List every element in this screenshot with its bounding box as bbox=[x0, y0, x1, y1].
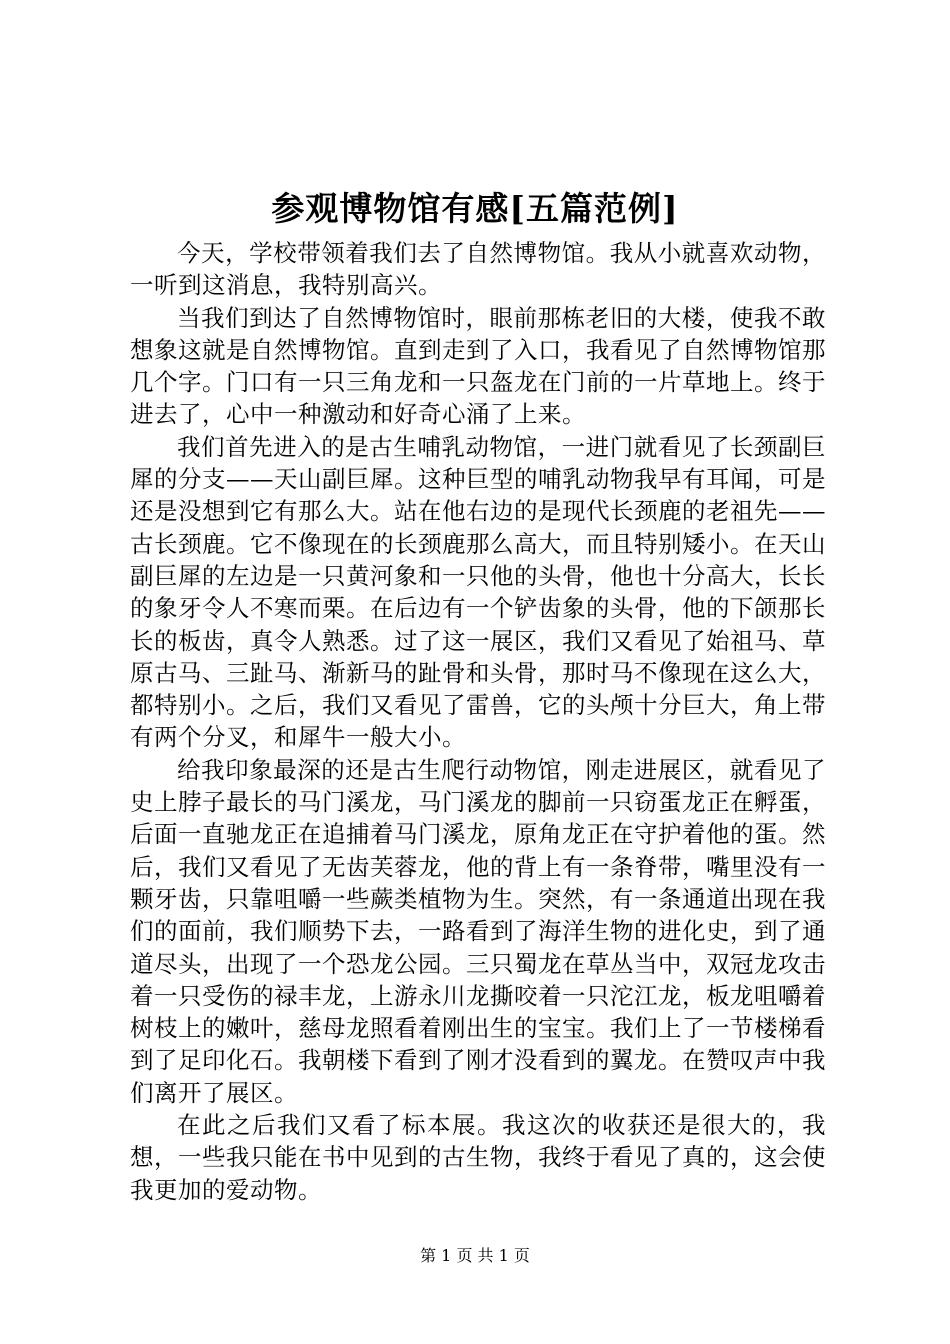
paragraph-4: 给我印象最深的还是古生爬行动物馆，刚走进展区，就看见了史上脖子最长的马门溪龙，马门溪龙的脚前一只窃蛋龙正在孵蛋，后面一直驰龙正在追捕着马门溪龙，原角龙正在守护着他的蛋。然后，我们又看见了无齿芙蓉龙，他的背上有一条脊带，嘴里没有一颗牙齿，只靠咀嚼一些蕨类植物为生。突然，有一条通道出现在我们的面前，我们顺势下去，一路看到了海洋生物的进化史，到了通道尽头，出现了一个恐龙公园。三只蜀龙在草丛当中，双冠龙攻击着一只受伤的禄丰龙，上游永川龙撕咬着一只沱江龙，板龙咀嚼着树枝上的嫩叶，慈母龙照看着刚出生的宝宝。我们上了一节楼梯看到了足印化石。我朝楼下看到了刚才没看到的翼龙。在赞叹声中我们离开了展区。 bbox=[130, 755, 826, 1107]
paragraph-5: 在此之后我们又看了标本展。我这次的收获还是很大的，我想，一些我只能在书中见到的古生物，我终于看见了真的，这会使我更加的爱动物。 bbox=[130, 1111, 826, 1204]
paragraph-1: 今天，学校带领着我们去了自然博物馆。我从小就喜欢动物，一听到这消息，我特别高兴。 bbox=[130, 239, 826, 300]
document-body bbox=[130, 237, 826, 1206]
paragraph-3: 我们首先进入的是古生哺乳动物馆，一进门就看见了长颈副巨犀的分支——天山副巨犀。这种巨型的哺乳动物我早有耳闻，可是还是没想到它有那么大。站在他右边的是现代长颈鹿的老祖先——古长颈鹿。它不像现在的长颈鹿那么高大，而且特别矮小。在天山副巨犀的左边是一只黄河象和一只他的头骨，他也十分高大，长长的象牙令人不寒而栗。在后边有一个铲齿象的头骨，他的下颌那长长的板齿，真令人熟悉。过了这一展区，我们又看见了始祖马、草原古马、三趾马、渐新马的趾骨和头骨，那时马不像现在这么大，都特别小。之后，我们又看见了雷兽，它的头颅十分巨大，角上带有两个分叉，和犀牛一般大小。 bbox=[130, 432, 826, 752]
page-footer: 第 1 页 共 1 页 bbox=[420, 1246, 530, 1265]
paragraph-2: 当我们到达了自然博物馆时，眼前那栋老旧的大楼，使我不敢想象这就是自然博物馆。直到走到了入口，我看见了自然博物馆那几个字。门口有一只三角龙和一只盔龙在门前的一片草地上。终于进去了，心中一种激动和好奇心涌了上来。 bbox=[130, 303, 826, 429]
document-title: 参观博物馆有感[五篇范例] bbox=[271, 189, 679, 228]
